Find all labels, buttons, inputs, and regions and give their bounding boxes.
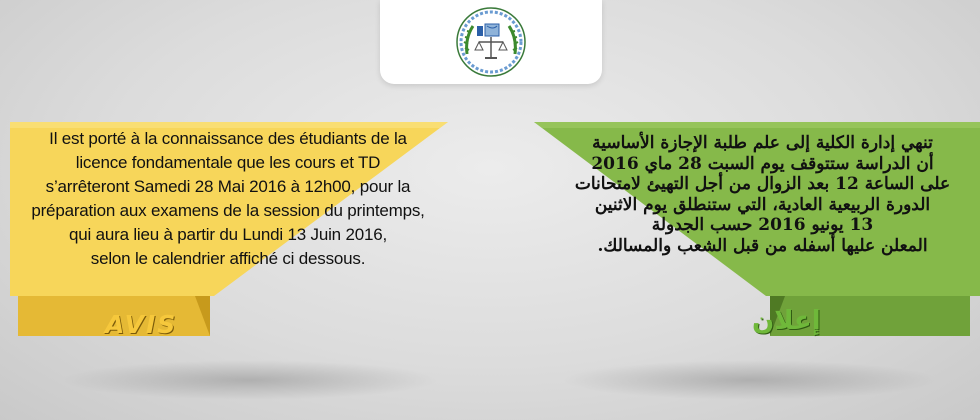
notice-ar-text [555,133,970,256]
notice-fr-text [18,127,438,271]
notice-fr-line: selon le calendrier affiché ci dessous. [90,249,366,268]
notice-ar-line: 13 يونيو 2016 حسب الجدولة [651,215,874,235]
notice-fr-line: licence fondamentale que les cours et TD [75,153,381,172]
avis-label: AVIS [105,310,178,339]
notice-fr-line: s’arrêteront Samedi 28 Mai 2016 à 12h00, pour la [45,177,411,196]
ilan-label: إعلان [752,306,821,336]
notice-fr-line: qui aura lieu à partir du Lundi 13 Juin 2016, [68,225,387,244]
notice-ar-line: تنهي إدارة الكلية إلى علم طلبة الإجازة الأساسية [592,133,933,153]
notice-ar-line: على الساعة 12 بعد الزوال من أجل التهيئ لامتحانات [574,174,951,194]
notice-ar-line: الدورة الربيعية العادية، التي ستنطلق يوم الاثنين [594,194,931,215]
notice-fr-line: préparation aux examens de la session du printemps, [31,201,425,220]
notice-fr-line: Il est porté à la connaissance des étudiants de la [49,129,407,148]
notice-ar-line: أن الدراسة ستتوقف يوم السبت 28 ماي 2016 [591,153,934,174]
notice-ar-line: المعلن عليها أسفله من قبل الشعب والمسالك. [597,235,928,256]
